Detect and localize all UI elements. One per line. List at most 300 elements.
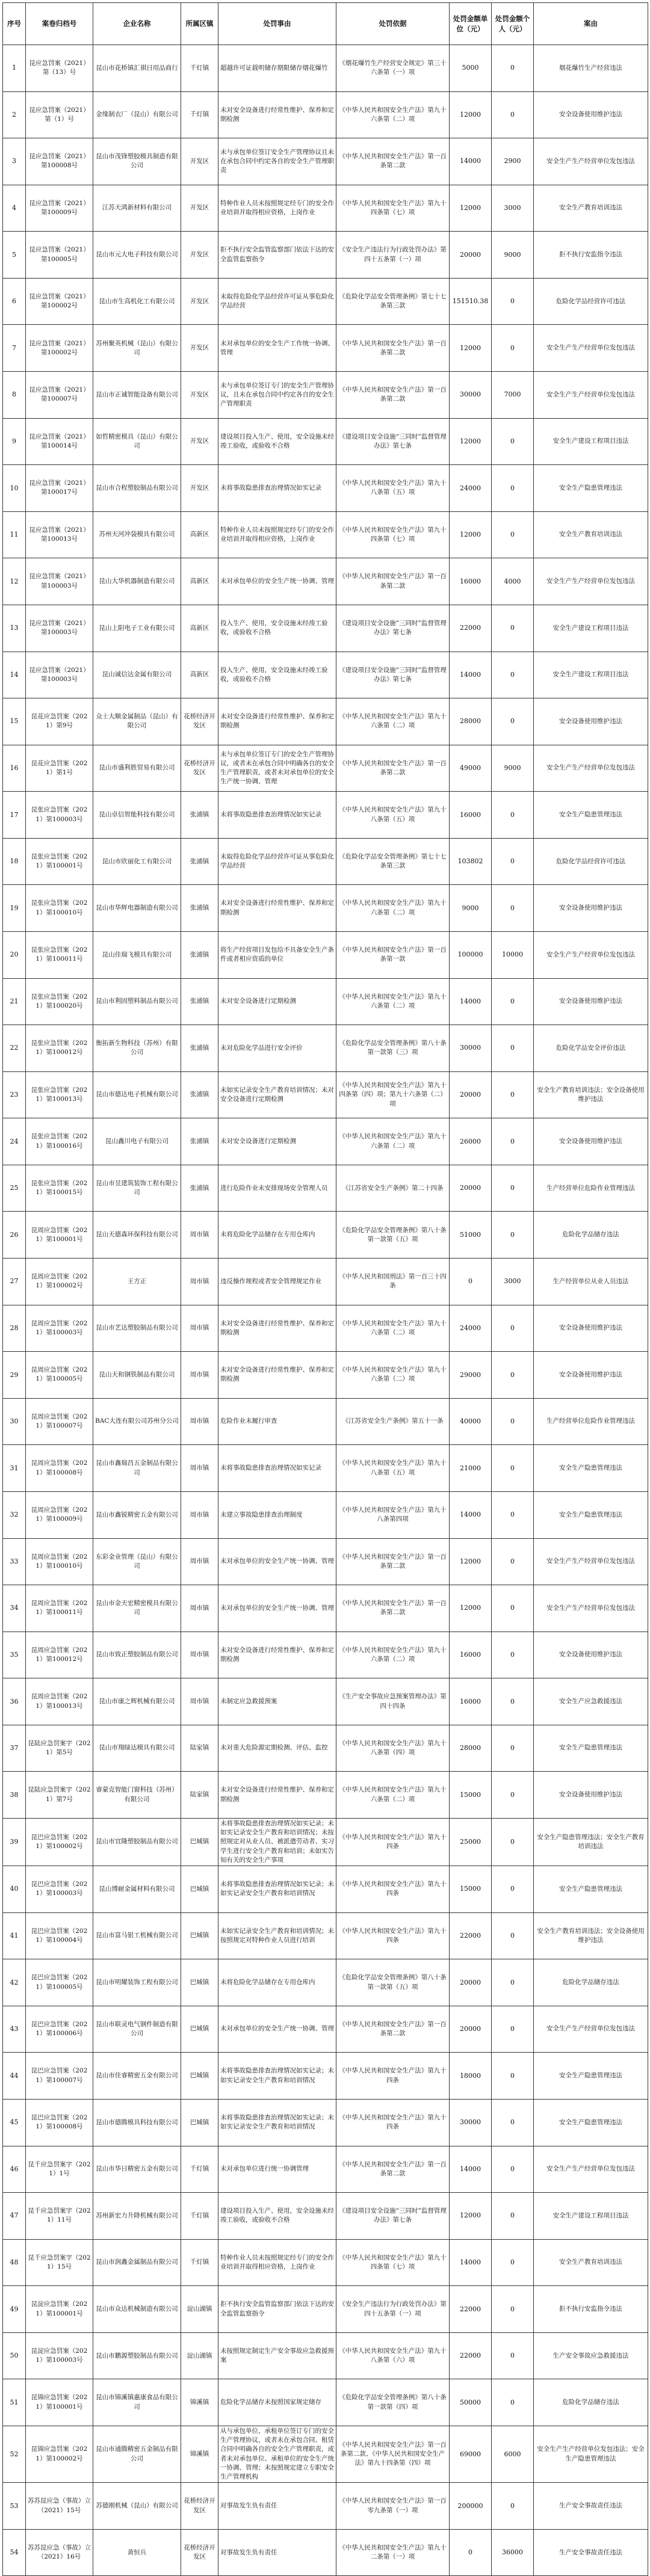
cell-town: 周市镇 bbox=[181, 1305, 218, 1352]
cell-person-fine: 7000 bbox=[492, 372, 534, 419]
cell-no: 20 bbox=[3, 931, 26, 978]
cell-no: 30 bbox=[3, 1398, 26, 1445]
cell-town: 淀山湖镇 bbox=[181, 2332, 218, 2379]
cell-basis: 《中华人民共和国安全生产法》第九十四条 bbox=[336, 1912, 450, 1959]
cell-person-fine: 3000 bbox=[492, 1259, 534, 1305]
cell-person-fine: 0 bbox=[492, 1678, 534, 1725]
table-row bbox=[3, 792, 648, 839]
cell-reason: 对事故发生负有责任 bbox=[218, 2529, 336, 2576]
cell-unit-fine: 14000 bbox=[450, 2146, 492, 2193]
cell-case: 昆巴应急罚案（2021）第100004号 bbox=[26, 1912, 93, 1959]
cell-town: 张浦镇 bbox=[181, 1165, 218, 1212]
cell-person-fine: 36000 bbox=[492, 2529, 534, 2576]
cell-basis: 《建设项目安全设施“三同时”监督管理办法》第七条 bbox=[336, 418, 450, 465]
cell-town: 巴城镇 bbox=[181, 2006, 218, 2053]
table-row bbox=[3, 1259, 648, 1305]
table-row bbox=[3, 2146, 648, 2193]
table-row bbox=[3, 1866, 648, 1913]
cell-town: 花桥经济开发区 bbox=[181, 2483, 218, 2530]
cell-person-fine: 0 bbox=[492, 1772, 534, 1819]
cell-no: 18 bbox=[3, 838, 26, 885]
cell-company: 昆山市利固塑料制品有限公司 bbox=[93, 978, 181, 1025]
cell-basis: 《生产安全事故应急预案管理办法》第四十四条 bbox=[336, 1678, 450, 1725]
cell-person-fine: 0 bbox=[492, 465, 534, 512]
cell-cause: 生产经营单位危险作业管理违法 bbox=[534, 1165, 648, 1212]
cell-case: 昆周应急罚案（2021）第100010号 bbox=[26, 1538, 93, 1585]
cell-basis: 《中华人民共和国安全生产法》第九十六条第（二）项 bbox=[336, 91, 450, 138]
cell-unit-fine: 22000 bbox=[450, 605, 492, 652]
cell-reason: 未对安全设备进行经常性维护、保养和定期检测 bbox=[218, 1305, 336, 1352]
table-row bbox=[3, 978, 648, 1025]
cell-no: 46 bbox=[3, 2146, 26, 2193]
cell-company: 昆山市欣丽化工有限公司 bbox=[93, 838, 181, 885]
cell-company: 苏德刚机械（昆山）有限公司 bbox=[93, 2483, 181, 2530]
cell-person-fine: 0 bbox=[492, 2239, 534, 2286]
cell-unit-fine: 5000 bbox=[450, 45, 492, 92]
cell-company: 昆山市富马银工机械有限公司 bbox=[93, 1912, 181, 1959]
cell-case: 昆周应急罚案（2021）第100001号 bbox=[26, 1212, 93, 1259]
cell-basis: 《危险化学品安全管理条例》第七十七条第三款 bbox=[336, 838, 450, 885]
cell-reason: 未对危险化学品进行安全评价 bbox=[218, 1025, 336, 1072]
cell-basis: 《中华人民共和国安全生产法》第九十六条第（二）项 bbox=[336, 1305, 450, 1352]
cell-company: 昆山佳瑞飞模具有限公司 bbox=[93, 931, 181, 978]
cell-unit-fine: 103802 bbox=[450, 838, 492, 885]
cell-company: 昆山市华辉电器制造有限公司 bbox=[93, 885, 181, 932]
cell-basis: 《中华人民共和国安全生产法》第九十四条第（七）项 bbox=[336, 511, 450, 558]
cell-unit-fine: 20000 bbox=[450, 1071, 492, 1118]
cell-town: 张浦镇 bbox=[181, 885, 218, 932]
cell-town: 千灯镇 bbox=[181, 45, 218, 92]
cell-cause: 危险化学品经营许可违法 bbox=[534, 838, 648, 885]
cell-basis: 《中华人民共和国安全生产法》第九十四条第（七）项 bbox=[336, 2239, 450, 2286]
cell-unit-fine: 28000 bbox=[450, 698, 492, 745]
table-row bbox=[3, 1398, 648, 1445]
cell-reason: 未对承包单位的安全生产统一协调、管理 bbox=[218, 1538, 336, 1585]
cell-cause: 安全生产建设工程项目违法 bbox=[534, 418, 648, 465]
cell-unit-fine: 69000 bbox=[450, 2426, 492, 2483]
table-row bbox=[3, 2529, 648, 2576]
cell-no: 44 bbox=[3, 2053, 26, 2100]
table-row bbox=[3, 1678, 648, 1725]
cell-case: 昆周应急罚案（2021）第100008号 bbox=[26, 1445, 93, 1492]
cell-person-fine: 0 bbox=[492, 418, 534, 465]
cell-reason: 未取得危险化学品经营许可证从事危险化学品经营 bbox=[218, 278, 336, 325]
cell-unit-fine: 12000 bbox=[450, 91, 492, 138]
cell-company: 昆山市众达机械制造有限公司 bbox=[93, 2286, 181, 2333]
table-row bbox=[3, 138, 648, 185]
cell-company: 昆山市康之辉机械有限公司 bbox=[93, 1678, 181, 1725]
cell-company: 昆山市生高机化工有限公司 bbox=[93, 278, 181, 325]
cell-unit-fine: 21000 bbox=[450, 1445, 492, 1492]
cell-town: 陆家镇 bbox=[181, 1725, 218, 1772]
cell-basis: 《中华人民共和国安全生产法》第一百条第二款 bbox=[336, 1585, 450, 1632]
cell-basis: 《中华人民共和国安全生产法》第九十六条第（二）项 bbox=[336, 885, 450, 932]
cell-person-fine: 0 bbox=[492, 91, 534, 138]
header-reason: 处罚事由 bbox=[218, 3, 336, 45]
cell-company: 昆山市金天宏精密模具有限公司 bbox=[93, 1585, 181, 1632]
cell-case: 昆应急罚案（2021）第100008号 bbox=[26, 138, 93, 185]
cell-basis: 《中华人民共和国安全生产法》第一百条第二款 bbox=[336, 138, 450, 185]
cell-cause: 安全生产应急救援违法 bbox=[534, 1678, 648, 1725]
cell-person-fine: 0 bbox=[492, 652, 534, 698]
table-row bbox=[3, 1585, 648, 1632]
cell-unit-fine: 12000 bbox=[450, 325, 492, 372]
cell-cause: 安全生产教育培训违法 bbox=[534, 2239, 648, 2286]
cell-reason: 未对承包单位的安全生产统一协调、管理 bbox=[218, 1585, 336, 1632]
header-person-fine: 处罚金额个人（元） bbox=[492, 3, 534, 45]
cell-reason: 特种作业人员未按照规定经专门的安全作业培训并取得相应资格，上岗作业 bbox=[218, 511, 336, 558]
cell-case: 昆巴应急罚案（2021）第100006号 bbox=[26, 2006, 93, 2053]
cell-case: 昆陆应急罚案字（2021）第7号 bbox=[26, 1772, 93, 1819]
cell-reason: 未将事故隐患排查治理情况如实记录 bbox=[218, 792, 336, 839]
table-row bbox=[3, 2053, 648, 2100]
cell-cause: 安全生产隐患管理违法；安全生产教育培训违法 bbox=[534, 1818, 648, 1866]
cell-no: 34 bbox=[3, 1585, 26, 1632]
cell-town: 千灯镇 bbox=[181, 2239, 218, 2286]
cell-unit-fine: 16000 bbox=[450, 1678, 492, 1725]
cell-unit-fine: 16000 bbox=[450, 1632, 492, 1678]
cell-town: 张浦镇 bbox=[181, 838, 218, 885]
cell-town: 花桥经济开发区 bbox=[181, 2529, 218, 2576]
cell-reason: 未按照规定制定生产安全事故应急救援预案 bbox=[218, 2332, 336, 2379]
cell-cause: 安全生产隐患管理违法 bbox=[534, 2053, 648, 2100]
cell-unit-fine: 20000 bbox=[450, 2006, 492, 2053]
cell-basis: 《建设项目安全设施“三同时”监督管理办法》第七条 bbox=[336, 652, 450, 698]
cell-case: 昆周应急罚案（2021）第100005号 bbox=[26, 1352, 93, 1399]
cell-reason: 未对安全设备进行定期检测 bbox=[218, 1118, 336, 1165]
cell-company: 昆山市明耀装饰工程有限公司 bbox=[93, 1959, 181, 2006]
cell-town: 陆家镇 bbox=[181, 1772, 218, 1819]
cell-no: 21 bbox=[3, 978, 26, 1025]
cell-basis: 《危险化学品安全管理条例》第八十条第一款第（四）项 bbox=[336, 2379, 450, 2426]
cell-person-fine: 0 bbox=[492, 2483, 534, 2530]
cell-town: 高新区 bbox=[181, 558, 218, 605]
cell-company: 苏州天河冲袋模具有限公司 bbox=[93, 511, 181, 558]
cell-basis: 《建设项目安全设施“三同时”监督管理办法》第七条 bbox=[336, 2193, 450, 2240]
cell-reason: 未对安全设备进行经常性维护、保养和定期检测 bbox=[218, 885, 336, 932]
cell-no: 49 bbox=[3, 2286, 26, 2333]
cell-unit-fine: 25000 bbox=[450, 1818, 492, 1866]
cell-company: 昆山市翔绿达模具有限公司 bbox=[93, 1725, 181, 1772]
cell-company: 昆山市鑫瑞昌五金制品有限公司 bbox=[93, 1445, 181, 1492]
cell-case: 昆巴应急罚案（2021）第100008号 bbox=[26, 2099, 93, 2146]
cell-reason: 建设项目投入生产、使用，安全设施未经竣工验收，或验收不合格 bbox=[218, 2193, 336, 2240]
table-row bbox=[3, 2426, 648, 2483]
cell-cause: 安全生产生产经营单位发包违法 bbox=[534, 745, 648, 792]
cell-basis: 《江苏省安全生产条例》第二十四条 bbox=[336, 1165, 450, 1212]
cell-case: 昆淀应急罚案（2021）第100001号 bbox=[26, 2286, 93, 2333]
cell-person-fine: 0 bbox=[492, 698, 534, 745]
cell-cause: 安全生产生产经营单位发包违法 bbox=[534, 931, 648, 978]
cell-cause: 危险化学品经营许可违法 bbox=[534, 278, 648, 325]
cell-unit-fine: 0 bbox=[450, 1259, 492, 1305]
cell-no: 22 bbox=[3, 1025, 26, 1072]
cell-no: 41 bbox=[3, 1912, 26, 1959]
cell-town: 周市镇 bbox=[181, 1259, 218, 1305]
cell-cause: 安全生产教育培训违法；安全设备使用维护违法 bbox=[534, 1912, 648, 1959]
cell-reason: 超越许可证载明储存期限储存烟花爆竹 bbox=[218, 45, 336, 92]
cell-basis: 《危险化学品安全管理条例》第八十条第一款第（三）项 bbox=[336, 1025, 450, 1072]
cell-basis: 《危险化学品安全管理条例》第七十七条第三款 bbox=[336, 278, 450, 325]
cell-town: 张浦镇 bbox=[181, 1071, 218, 1118]
cell-person-fine: 0 bbox=[492, 1398, 534, 1445]
cell-company: 昆山诚信达金属有限公司 bbox=[93, 652, 181, 698]
cell-company: 昆山市德腾模具科技有限公司 bbox=[93, 2099, 181, 2146]
table-row bbox=[3, 2006, 648, 2053]
cell-basis: 《中华人民共和国安全生产法》第九十八条第（五）项 bbox=[336, 792, 450, 839]
table-row bbox=[3, 1632, 648, 1678]
cell-no: 50 bbox=[3, 2332, 26, 2379]
table-row bbox=[3, 511, 648, 558]
cell-unit-fine: 20000 bbox=[450, 232, 492, 279]
cell-town: 开发区 bbox=[181, 325, 218, 372]
cell-reason: 未与承包单位签订安全生产管理协议且未在承包合同中约定各自的安全生产管理职责 bbox=[218, 138, 336, 185]
cell-person-fine: 0 bbox=[492, 2099, 534, 2146]
cell-reason: 投入生产、使用，安全设施未经竣工验收，或验收不合格 bbox=[218, 605, 336, 652]
cell-cause: 安全生产生产经营单位发包违法 bbox=[534, 1538, 648, 1585]
cell-company: 昆山市花桥镇汇祺日用品商行 bbox=[93, 45, 181, 92]
table-row bbox=[3, 605, 648, 652]
cell-cause: 生产安全事故应急救援违法 bbox=[534, 2332, 648, 2379]
cell-company: 昆山大华机器制造有限公司 bbox=[93, 558, 181, 605]
cell-case: 昆张应急罚案（2021）第100015号 bbox=[26, 1165, 93, 1212]
cell-person-fine: 0 bbox=[492, 1445, 534, 1492]
cell-no: 47 bbox=[3, 2193, 26, 2240]
cell-no: 29 bbox=[3, 1352, 26, 1399]
cell-basis: 《中华人民共和国安全生产法》第九十八条第（五）项 bbox=[336, 465, 450, 512]
cell-town: 巴城镇 bbox=[181, 1866, 218, 1913]
cell-reason: 投入生产、使用，安全设施未经竣工验收，或验收不合格 bbox=[218, 652, 336, 698]
cell-unit-fine: 151510.38 bbox=[450, 278, 492, 325]
cell-basis: 《中华人民共和国安全生产法》第九十八条第（五）项 bbox=[336, 1445, 450, 1492]
cell-basis: 《危险化学品安全管理条例》第八十条第一款第（五）项 bbox=[336, 1959, 450, 2006]
cell-reason: 未将事故隐患排查治理情况如实记录；未如实记录安全生产教育和培训情况；未按照规定对从业人员、被派遣劳动者、实习学生进行安全生产教育和培训；未如实告知有关的安全生产事项 bbox=[218, 1818, 336, 1866]
cell-company: 昆山市宜隆塑胶制品有限公司 bbox=[93, 1818, 181, 1866]
cell-cause: 生产经营单位从业人员违法 bbox=[534, 1259, 648, 1305]
cell-person-fine: 0 bbox=[492, 792, 534, 839]
cell-basis: 《危险化学品安全管理条例》第八十条第一款第（五）项 bbox=[336, 1212, 450, 1259]
cell-case: 昆锦应急罚案（2021）第100002号 bbox=[26, 2426, 93, 2483]
table-row bbox=[3, 2239, 648, 2286]
cell-town: 锦溪镇 bbox=[181, 2379, 218, 2426]
cell-unit-fine: 30000 bbox=[450, 1025, 492, 1072]
cell-company: 昆山市正诚智能设备有限公司 bbox=[93, 372, 181, 419]
table-row bbox=[3, 1818, 648, 1866]
cell-case: 昆张应急罚案（2021）第100012号 bbox=[26, 1025, 93, 1072]
cell-reason: 未如实记录安全生产教育和培训情况；未按照规定对特种作业人员进行培训 bbox=[218, 1912, 336, 1959]
cell-cause: 危险化学品储存违法 bbox=[534, 1212, 648, 1259]
cell-unit-fine: 51000 bbox=[450, 1212, 492, 1259]
cell-no: 42 bbox=[3, 1959, 26, 2006]
cell-unit-fine: 14000 bbox=[450, 652, 492, 698]
cell-no: 32 bbox=[3, 1491, 26, 1538]
cell-basis: 《中华人民共和国刑法》第一百三十四条 bbox=[336, 1259, 450, 1305]
header-unit-fine: 处罚金额单位（元） bbox=[450, 3, 492, 45]
cell-reason: 危险作业未履行审查 bbox=[218, 1398, 336, 1445]
cell-basis: 《中华人民共和国安全生产法》第一百条第二款 bbox=[336, 372, 450, 419]
cell-basis: 《中华人民共和国安全生产法》第九十四条 bbox=[336, 2053, 450, 2100]
cell-person-fine: 2900 bbox=[492, 138, 534, 185]
cell-no: 54 bbox=[3, 2529, 26, 2576]
cell-reason: 未将事故隐患排查治理情况如实记录；未如实记录安全生产教育和培训情况 bbox=[218, 2053, 336, 2100]
cell-company: 昆山市锦溪镇惠康食品有限公司 bbox=[93, 2379, 181, 2426]
cell-case: 昆巴应急罚案（2021）第100003号 bbox=[26, 1866, 93, 1913]
cell-cause: 生产安全事故责任违法 bbox=[534, 2529, 648, 2576]
cell-person-fine: 0 bbox=[492, 2146, 534, 2193]
cell-case: 昆周应急罚案（2021）第100003号 bbox=[26, 1305, 93, 1352]
cell-cause: 安全生产教育培训违法 bbox=[534, 511, 648, 558]
cell-company: 昆山市艺达塑胶制品有限公司 bbox=[93, 1305, 181, 1352]
cell-case: 昆巴应急罚案（2021）第100007号 bbox=[26, 2053, 93, 2100]
cell-case: 昆花应急罚案（2021）第1号 bbox=[26, 745, 93, 792]
cell-no: 1 bbox=[3, 45, 26, 92]
cell-town: 周市镇 bbox=[181, 1538, 218, 1585]
cell-person-fine: 0 bbox=[492, 1118, 534, 1165]
cell-person-fine: 0 bbox=[492, 1585, 534, 1632]
cell-no: 40 bbox=[3, 1866, 26, 1913]
cell-basis: 《中华人民共和国安全生产法》第九十四条 bbox=[336, 1818, 450, 1866]
cell-reason: 未与承包单位签订专门的安全生产管理协议，且未在承包合同中约定各自的安全生产管理职责 bbox=[218, 372, 336, 419]
cell-no: 33 bbox=[3, 1538, 26, 1585]
cell-company: 昆山上阳电子工业有限公司 bbox=[93, 605, 181, 652]
cell-reason: 未对重大危险源定期检测、评估、监控 bbox=[218, 1725, 336, 1772]
cell-person-fine: 0 bbox=[492, 1352, 534, 1399]
cell-reason: 未将事故隐患排查治理情况如实记录 bbox=[218, 1445, 336, 1492]
cell-person-fine: 0 bbox=[492, 885, 534, 932]
table-row bbox=[3, 1165, 648, 1212]
cell-company: BAC大连有限公司苏州分公司 bbox=[93, 1398, 181, 1445]
cell-reason: 特种作业人员未按照规定经专门的安全作业培训并取得相应资格，上岗作业 bbox=[218, 2239, 336, 2286]
cell-unit-fine: 16000 bbox=[450, 792, 492, 839]
cell-case: 昆应急罚案（2021）第（13）号 bbox=[26, 45, 93, 92]
cell-cause: 安全生产隐患管理违法 bbox=[534, 2099, 648, 2146]
cell-company: 昆山市合程塑胶制品有限公司 bbox=[93, 465, 181, 512]
cell-basis: 《中华人民共和国安全生产法》第九十六条第（二）项 bbox=[336, 1632, 450, 1678]
cell-case: 昆周应急罚案（2021）第100011号 bbox=[26, 1585, 93, 1632]
cell-unit-fine: 26000 bbox=[450, 1118, 492, 1165]
table-row bbox=[3, 2286, 648, 2333]
cell-company: 王方正 bbox=[93, 1259, 181, 1305]
cell-case: 苏苏昆应急（事故）立（2021）15号 bbox=[26, 2483, 93, 2530]
cell-town: 开发区 bbox=[181, 372, 218, 419]
cell-case: 昆周应急罚案（2021）第100007号 bbox=[26, 1398, 93, 1445]
cell-no: 13 bbox=[3, 605, 26, 652]
cell-reason: 建设项目投入生产、使用，安全设施未经竣工验收，或验收不合格 bbox=[218, 418, 336, 465]
cell-basis: 《中华人民共和国安全生产法》第九十四条第（七）项 bbox=[336, 185, 450, 232]
table-row bbox=[3, 931, 648, 978]
table-row bbox=[3, 885, 648, 932]
cell-basis: 《中华人民共和国安全生产法》第一百条第二款 bbox=[336, 2146, 450, 2193]
cell-no: 2 bbox=[3, 91, 26, 138]
cell-person-fine: 0 bbox=[492, 978, 534, 1025]
table-row bbox=[3, 2379, 648, 2426]
cell-case: 昆周应急罚案（2021）第100002号 bbox=[26, 1259, 93, 1305]
table-row bbox=[3, 1538, 648, 1585]
table-row bbox=[3, 1725, 648, 1772]
cell-town: 花桥经济开发区 bbox=[181, 745, 218, 792]
cell-reason: 将生产经营项目发包给不具备安全生产条件或者相应资质的单位 bbox=[218, 931, 336, 978]
cell-company: 昆山市鹏源塑胶制品有限公司 bbox=[93, 2332, 181, 2379]
table-row bbox=[3, 1212, 648, 1259]
cell-person-fine: 0 bbox=[492, 1818, 534, 1866]
header-town: 所属区镇 bbox=[181, 3, 218, 45]
cell-company: 睿蒙克智能门窗科技（苏州）有限公司 bbox=[93, 1772, 181, 1819]
cell-company: 昆山市致正塑胶制品有限公司 bbox=[93, 1632, 181, 1678]
cell-cause: 危险化学品储存违法 bbox=[534, 2379, 648, 2426]
cell-company: 黄恒兵 bbox=[93, 2529, 181, 2576]
cell-reason: 未对承包单位的安全生产统一协调、管理 bbox=[218, 2006, 336, 2053]
cell-town: 高新区 bbox=[181, 652, 218, 698]
cell-town: 张浦镇 bbox=[181, 1118, 218, 1165]
cell-unit-fine: 12000 bbox=[450, 511, 492, 558]
cell-case: 昆周应急罚案（2021）第100009号 bbox=[26, 1491, 93, 1538]
cell-town: 开发区 bbox=[181, 185, 218, 232]
cell-reason: 未对承包单位的安全生产统一协调、管理 bbox=[218, 558, 336, 605]
cell-unit-fine: 24000 bbox=[450, 1305, 492, 1352]
cell-cause: 安全设备使用维护违法 bbox=[534, 885, 648, 932]
cell-person-fine: 0 bbox=[492, 838, 534, 885]
cell-no: 10 bbox=[3, 465, 26, 512]
cell-reason: 未对安全设备进行经常性维护、保养和定期检测 bbox=[218, 698, 336, 745]
cell-person-fine: 0 bbox=[492, 1912, 534, 1959]
cell-unit-fine: 22000 bbox=[450, 2332, 492, 2379]
cell-case: 昆张应急罚案（2021）第100011号 bbox=[26, 931, 93, 978]
cell-company: 苏州新宏力升降机械有限公司 bbox=[93, 2193, 181, 2240]
cell-cause: 拒不执行安监指令违法 bbox=[534, 232, 648, 279]
table-row bbox=[3, 91, 648, 138]
cell-case: 昆应急罚案（2021）第100017号 bbox=[26, 465, 93, 512]
cell-cause: 安全生产隐患管理违法 bbox=[534, 1866, 648, 1913]
table-row bbox=[3, 1352, 648, 1399]
cell-no: 45 bbox=[3, 2099, 26, 2146]
table-row bbox=[3, 652, 648, 698]
cell-town: 开发区 bbox=[181, 418, 218, 465]
cell-no: 37 bbox=[3, 1725, 26, 1772]
cell-case: 昆花应急罚案（2021）第9号 bbox=[26, 698, 93, 745]
cell-reason: 拒不执行安全监管监察部门依法下达的安全监管监察指令 bbox=[218, 2286, 336, 2333]
cell-basis: 《烟花爆竹生产经营安全规定》第三十六条第（一）项 bbox=[336, 45, 450, 92]
cell-cause: 安全设备使用维护违法 bbox=[534, 1352, 648, 1399]
cell-company: 衡拓新生物科技（苏州）有限公司 bbox=[93, 1025, 181, 1072]
cell-basis: 《中华人民共和国安全生产法》第九十六条第（二）项 bbox=[336, 1352, 450, 1399]
cell-cause: 安全生产生产经营单位发包违法；安全生产隐患管理违法 bbox=[534, 2426, 648, 2483]
cell-case: 昆应急罚案（2021）第100002号 bbox=[26, 325, 93, 372]
cell-case: 昆应急罚案（2021）第100007号 bbox=[26, 372, 93, 419]
cell-town: 巴城镇 bbox=[181, 1959, 218, 2006]
cell-town: 千灯镇 bbox=[181, 2146, 218, 2193]
table-row bbox=[3, 1959, 648, 2006]
cell-company: 苏州聚英机械（昆山）有限公司 bbox=[93, 325, 181, 372]
cell-company: 昆山市元大电子科技有限公司 bbox=[93, 232, 181, 279]
cell-person-fine: 4000 bbox=[492, 558, 534, 605]
cell-person-fine: 0 bbox=[492, 605, 534, 652]
table-row bbox=[3, 45, 648, 92]
cell-town: 花桥经济开发区 bbox=[181, 698, 218, 745]
cell-unit-fine: 22000 bbox=[450, 1912, 492, 1959]
cell-basis: 《中华人民共和国安全生产法》第九十六条第（二）项 bbox=[336, 698, 450, 745]
header-cause: 案由 bbox=[534, 3, 648, 45]
cell-town: 周市镇 bbox=[181, 1491, 218, 1538]
cell-unit-fine: 12000 bbox=[450, 185, 492, 232]
cell-unit-fine: 14000 bbox=[450, 1491, 492, 1538]
cell-no: 16 bbox=[3, 745, 26, 792]
cell-case: 昆巴应急罚案（2021）第100002号 bbox=[26, 1818, 93, 1866]
cell-unit-fine: 30000 bbox=[450, 2099, 492, 2146]
cell-cause: 安全设备使用维护违法 bbox=[534, 1772, 648, 1819]
cell-person-fine: 0 bbox=[492, 1165, 534, 1212]
cell-basis: 《中华人民共和国安全生产法》第九十六条第（二）项 bbox=[336, 1118, 450, 1165]
header-row bbox=[3, 3, 648, 45]
